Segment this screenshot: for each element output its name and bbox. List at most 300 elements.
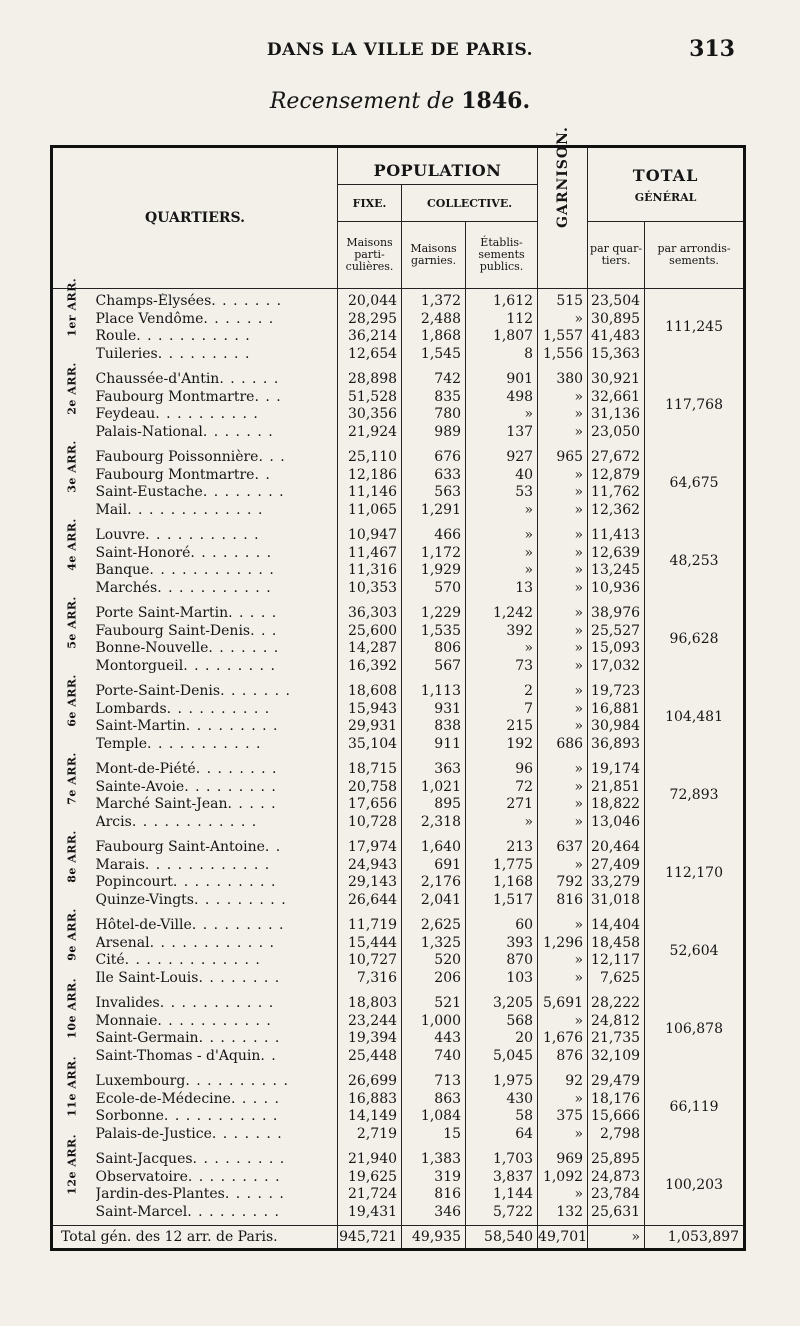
arrondissement-label: 10e ARR. [65,978,79,1039]
maisons-particulieres-value: 30,356 [348,406,398,422]
quarter-names-cell [92,835,338,913]
quarter-leader-dots: . . . . . . . [220,683,291,699]
quarter-name-text: Saint-Eustache [95,484,203,500]
garnison-value: » [574,527,584,543]
etablissements-value: 60 [515,917,534,933]
total-par-quartier-value: 19,174 [591,761,641,777]
etablissements-value: 870 [506,952,534,968]
garnison-value: » [574,761,584,777]
total-par-quartier-value: 33,279 [591,874,641,890]
quarter-name [96,701,332,719]
quarter-name [96,406,332,424]
etablissements-value: 13 [515,579,534,596]
total-par-quartier-value: 31,136 [591,406,641,422]
maisons-particulieres-value: 15,943 [348,700,398,717]
maisons-garnies-value: 206 [434,969,462,986]
grand-total-garnies: 49,935 [402,1226,466,1250]
maisons-particulieres-value: 18,803 [348,995,398,1011]
quarter-leader-dots: . . [260,1047,277,1064]
maisons-garnies-value: 633 [434,466,462,483]
total-par-quartier-cell [588,445,645,523]
maisons-particulieres-value: 51,528 [348,388,398,405]
maisons-garnies-value: 1,000 [420,1012,462,1029]
maisons-garnies-value: 363 [434,761,462,777]
maisons-particulieres-value: 12,654 [348,345,398,362]
etablissements-value: 3,837 [492,1168,534,1185]
maisons-particulieres-value: 36,303 [348,605,398,621]
maisons-garnies-value: 740 [434,1047,462,1064]
maisons-particulieres-cell [338,523,402,601]
etablissements-value: 392 [506,622,534,639]
maisons-garnies-value: 713 [434,1073,462,1089]
garnison-value: » [574,718,584,734]
quarter-name-text: Arsenal [95,934,150,951]
maisons-garnies-value: 691 [434,856,462,873]
etablissements-value: 3,205 [492,995,534,1011]
maisons-garnies-value: 466 [434,527,462,543]
arrondissement-label: 11e ARR. [65,1056,79,1117]
quarter-leader-dots: . . . . . . . . [195,761,278,777]
garnison-value: » [574,544,584,561]
page-header [0,36,800,70]
etablissements-value: 73 [515,657,534,674]
maisons-garnies-value: 2,041 [420,891,462,908]
quarter-name [96,839,332,857]
maisons-particulieres-value: 23,244 [348,1012,398,1029]
quarter-name [96,502,332,520]
quarter-leader-dots: . . . . . . . . . . [172,874,277,890]
etablissements-value: 498 [506,388,534,405]
garnison-value: 375 [556,1108,584,1124]
total-par-quartier-value: 15,093 [591,640,641,656]
quarter-name-text: Place Vendôme [95,310,204,327]
etablissements-value: 215 [506,718,534,734]
garnison-cell [538,523,588,601]
maisons-particulieres-value: 2,719 [356,1125,398,1142]
quarter-name [96,623,332,641]
arrondissement-row [52,991,745,1069]
maisons-garnies-value: 1,172 [420,544,462,561]
arrondissement-row [52,445,745,523]
garnison-value: 876 [556,1047,584,1064]
total-par-quartier-cell [588,289,645,368]
maisons-garnies-cell [402,913,466,991]
maisons-particulieres-cell [338,679,402,757]
etablissements-value: 1,144 [492,1186,534,1202]
maisons-garnies-value: 1,640 [420,839,462,855]
garnison-value: » [574,388,584,405]
header-fixe: FIXE. [338,185,402,222]
maisons-garnies-value: 835 [434,388,462,405]
header-maisons-particulieres: Maisons parti- culières. [338,222,402,289]
garnison-value: 1,296 [542,934,584,951]
quarter-name-text: Hôtel-de-Ville [95,917,192,933]
census-table [50,126,746,1251]
arrondissement-label: 4e ARR. [65,518,79,571]
quarter-name-text: Saint-Martin [95,718,186,734]
quarter-name [96,605,332,623]
quarter-name-text: Temple [95,735,148,752]
maisons-particulieres-value: 19,394 [348,1030,398,1046]
etablissements-cell [466,523,538,601]
maisons-particulieres-value: 25,448 [348,1047,398,1064]
total-par-quartier-value: 20,464 [591,839,641,855]
etablissements-value: » [524,562,534,578]
total-par-quartier-value: 30,895 [591,310,641,327]
maisons-garnies-cell [402,445,466,523]
quarter-name-text: Palais-National [95,423,203,440]
quarter-name-text: Feydeau [95,406,156,422]
arrondissement-cell [52,596,92,679]
maisons-garnies-cell [402,679,466,757]
maisons-garnies-value: 989 [434,423,462,440]
quarter-name-text: Invalides [95,995,160,1011]
total-par-quartier-cell [588,367,645,445]
grand-total-etabl: 58,540 [466,1226,538,1250]
garnison-value: » [574,562,584,578]
etablissements-value: » [524,406,534,422]
maisons-garnies-cell [402,757,466,835]
total-par-quartier-value: 27,672 [591,449,641,465]
etablissements-cell [466,445,538,523]
arrondissement-label: 6e ARR. [65,674,79,727]
header-par-arrondissements: par arrondis- sements. [645,222,745,289]
total-par-quartier-value: 18,176 [591,1090,641,1107]
quarter-leader-dots: . . . . . [230,1090,281,1107]
quarter-leader-dots: . . . . . . . [208,640,280,656]
total-par-quartier-value: 12,879 [591,466,641,483]
etablissements-cell [466,601,538,679]
quarter-name [96,311,332,329]
quarter-names-cell [92,913,338,991]
total-par-quartier-value: 25,527 [591,622,641,639]
quarter-name-text: Saint-Germain [95,1030,199,1046]
maisons-garnies-value: 1,084 [420,1108,462,1124]
maisons-particulieres-value: 24,943 [348,856,398,873]
quarter-name-text: Tuileries [95,345,158,362]
quarter-name-text: Ecole-de-Médecine [95,1090,231,1107]
quarter-name [96,1151,332,1169]
quarter-leader-dots: . . . . . . . . . [187,1168,281,1185]
garnison-value: » [574,310,584,327]
quarter-names-cell [92,445,338,523]
header-general-label: GÉNÉRAL [634,190,697,204]
total-par-arrondissement: 100,203 [665,1177,723,1194]
quarter-name-text: Porte-Saint-Denis [95,683,221,699]
maisons-garnies-cell [402,523,466,601]
quarter-name [96,970,332,988]
header-garnison [538,126,588,289]
total-par-quartier-value: 11,413 [591,527,641,543]
etablissements-value: 72 [515,778,534,795]
arrondissement-label: 9e ARR. [65,908,79,961]
maisons-garnies-value: 2,625 [420,917,462,933]
etablissements-value: 40 [515,466,534,483]
quarter-leader-dots: . . . . . . . . [198,1030,281,1046]
total-par-quartier-value: 10,936 [591,579,641,596]
garnison-cell [538,367,588,445]
etablissements-cell [466,367,538,445]
total-par-quartier-value: 17,032 [591,657,641,674]
garnison-value: » [574,917,584,933]
quarter-names-cell [92,523,338,601]
quarter-leader-dots: . . . . . . . . . [192,1151,286,1167]
quarter-leader-dots: . . . . . . . [202,423,274,440]
maisons-particulieres-value: 11,467 [348,544,398,561]
etablissements-cell [466,757,538,835]
total-par-quartier-value: 30,921 [591,371,641,387]
total-par-quartier-value: 25,895 [591,1151,641,1167]
quarter-leader-dots: . . . . . . . . . . . [163,1108,279,1124]
maisons-particulieres-value: 19,431 [348,1203,398,1220]
quarter-name [96,1169,332,1187]
total-par-quartier-value: 23,784 [591,1186,641,1202]
total-par-quartier-value: 25,631 [591,1203,641,1220]
maisons-garnies-value: 780 [434,406,462,422]
quarter-name-text: Banque [95,562,150,578]
maisons-particulieres-value: 35,104 [348,735,398,752]
maisons-particulieres-value: 21,724 [348,1186,398,1202]
maisons-garnies-cell [402,835,466,913]
quarter-name-text: Palais-de-Justice [95,1125,212,1142]
quarter-leader-dots: . . . [258,449,286,465]
etablissements-value: 8 [524,345,534,362]
quarter-name [96,545,332,563]
maisons-garnies-value: 1,325 [420,934,462,951]
etablissements-cell [466,289,538,368]
maisons-particulieres-value: 29,931 [348,718,398,734]
garnison-value: 792 [556,874,584,890]
quarter-name [96,562,332,580]
etablissements-value: 5,722 [492,1203,534,1220]
maisons-particulieres-value: 16,392 [348,657,398,674]
maisons-garnies-value: 931 [434,700,462,717]
quarter-name [96,1186,332,1204]
garnison-value: 132 [556,1203,584,1220]
maisons-particulieres-value: 10,947 [348,527,398,543]
garnison-value: » [574,605,584,621]
maisons-particulieres-cell [338,913,402,991]
arrondissement-cell [52,674,92,757]
etablissements-value: 58 [515,1108,534,1124]
garnison-value: » [574,683,584,699]
maisons-garnies-value: 806 [434,640,462,656]
quarter-name-text: Observatoire [95,1168,188,1185]
total-par-quartier-value: 15,363 [591,345,641,362]
total-par-quartier-value: 28,222 [591,995,641,1011]
etablissements-value: » [524,527,534,543]
quarter-name [96,779,332,797]
quarter-name-text: Porte Saint-Martin [95,605,229,621]
quarter-name [96,952,332,970]
arrondissement-row [52,1147,745,1226]
quarter-name [96,484,332,502]
quarter-name-text: Arcis [95,813,132,830]
quarter-leader-dots: . . . . . . . . . . . [157,1012,272,1029]
arrondissement-row [52,679,745,757]
total-par-quartier-value: 15,666 [591,1108,641,1124]
quarter-leader-dots: . . . . . . . [203,310,275,327]
garnison-value: » [574,579,584,596]
quarter-leader-dots: . . . . . . . . [198,969,281,986]
arrondissement-row [52,757,745,835]
garnison-cell [538,601,588,679]
garnison-cell [538,289,588,368]
total-par-quartier-cell [588,1147,645,1226]
quarter-name [96,389,332,407]
quarter-name-text: Bonne-Nouvelle [95,640,209,656]
total-par-quartier-value: 31,018 [591,891,641,908]
garnison-cell [538,679,588,757]
total-par-quartier-value: 21,735 [591,1030,641,1046]
maisons-particulieres-value: 10,353 [348,579,398,596]
etablissements-value: 112 [506,310,534,327]
quarter-leader-dots: . . . . . . . . . . . . [144,856,271,873]
maisons-garnies-value: 2,488 [420,310,462,327]
total-par-quartier-cell [588,523,645,601]
total-par-arrondissement: 52,604 [669,943,719,960]
garnison-value: » [574,969,584,986]
maisons-particulieres-cell [338,835,402,913]
garnison-value: » [574,406,584,422]
maisons-particulieres-value: 11,316 [348,562,398,578]
caption-prefix: Recensement de [269,89,455,114]
maisons-particulieres-value: 14,287 [348,640,398,656]
quarter-name-text: Luxembourg [95,1073,186,1089]
quarter-name [96,658,332,676]
etablissements-value: 568 [506,1012,534,1029]
quarter-name-text: Cité [95,952,125,968]
garnison-value: » [574,796,584,812]
maisons-particulieres-value: 29,143 [348,874,398,890]
quarter-name [96,917,332,935]
quarter-leader-dots: . . . . . . . [211,293,283,309]
quarter-name-text: Saint-Jacques [95,1151,193,1167]
maisons-garnies-value: 911 [434,735,462,752]
quarter-name [96,1204,332,1222]
quarter-name [96,683,332,701]
quarter-name [96,449,332,467]
maisons-garnies-value: 319 [434,1168,462,1185]
arrondissement-label: 3e ARR. [65,440,79,493]
maisons-garnies-cell [402,1069,466,1147]
total-par-quartier-value: 7,625 [599,969,641,986]
total-par-quartier-cell [588,835,645,913]
quarter-name-text: Faubourg Poissonnière [95,449,259,465]
total-par-quartier-value: 12,639 [591,544,641,561]
maisons-garnies-value: 1,021 [420,778,462,795]
garnison-value: 1,556 [542,345,584,362]
total-par-arrondissement: 72,893 [669,787,719,804]
total-par-quartier-cell [588,679,645,757]
quarter-leader-dots: . . . . . . . [211,1125,283,1142]
maisons-garnies-value: 1,535 [420,622,462,639]
quarter-name [96,1126,332,1144]
total-par-arrondissement: 66,119 [669,1099,719,1116]
maisons-particulieres-value: 26,699 [348,1073,398,1089]
header-population: POPULATION [338,147,538,185]
total-par-quartier-value: 14,404 [591,917,641,933]
quarter-name-text: Roule [95,328,137,344]
maisons-particulieres-value: 18,608 [348,683,398,699]
grand-total-label: Total gén. des 12 arr. de Paris. [52,1226,338,1250]
total-par-arrondissement: 111,245 [665,319,723,336]
quarter-name [96,1091,332,1109]
quarter-name [96,1073,332,1091]
garnison-value: » [574,1186,584,1202]
maisons-garnies-value: 563 [434,484,462,500]
total-par-quartier-value: 32,661 [591,388,641,405]
maisons-particulieres-cell [338,1069,402,1147]
maisons-particulieres-value: 14,149 [348,1108,398,1124]
quarter-names-cell [92,991,338,1069]
quarter-name-text: Faubourg Saint-Antoine [95,839,265,855]
garnison-value: 965 [556,449,584,465]
total-par-quartier-value: 18,822 [591,796,641,812]
maisons-garnies-cell [402,367,466,445]
maisons-garnies-value: 570 [434,579,462,596]
quarter-names-cell [92,289,338,368]
etablissements-cell [466,835,538,913]
grand-total-fixe: 945,721 [338,1226,402,1250]
quarter-name [96,1030,332,1048]
etablissements-value: 901 [506,371,534,387]
quarter-name-text: Louvre [95,527,146,543]
quarter-name [96,892,332,910]
total-par-quartier-value: 36,893 [591,735,641,752]
header-etablissements: Établis- sements publics. [466,222,538,289]
maisons-particulieres-value: 21,924 [348,423,398,440]
arrondissement-row [52,367,745,445]
quarter-name-text: Sainte-Avoie [95,778,185,795]
quarter-name-text: Monnaie [95,1012,158,1029]
quarter-name [96,640,332,658]
quarter-name [96,718,332,736]
garnison-value: » [574,952,584,968]
garnison-value: » [574,700,584,717]
quarter-name-text: Chaussée-d'Antin [95,371,220,387]
caption-year: 1846. [461,88,531,114]
quarter-name-text: Faubourg Saint-Denis [95,622,251,639]
quarter-leader-dots: . . . . . . [224,1186,285,1202]
quarter-leader-dots: . . . . . . . . . [157,345,251,362]
quarter-names-cell [92,679,338,757]
total-par-quartier-value: 23,504 [591,293,641,309]
quarter-leader-dots: . . . . . . . . . . . . [149,562,275,578]
maisons-particulieres-value: 26,644 [348,891,398,908]
etablissements-value: 1,975 [492,1073,534,1089]
quarter-leader-dots: . . . . . . . . . . [185,1073,289,1089]
maisons-garnies-cell [402,289,466,368]
etablissements-value: 2 [524,683,534,699]
etablissements-value: » [524,544,534,561]
etablissements-value: 53 [515,484,534,500]
quarter-leader-dots: . . . . . . . . . [187,1203,280,1220]
maisons-garnies-value: 895 [434,796,462,812]
garnison-cell [538,913,588,991]
garnison-value: 380 [556,371,584,387]
total-par-quartier-cell [588,1069,645,1147]
quarter-leader-dots: . . . . . . . . [190,544,273,561]
maisons-garnies-value: 346 [434,1203,462,1220]
maisons-garnies-value: 742 [434,371,462,387]
garnison-cell [538,1069,588,1147]
etablissements-cell [466,1147,538,1226]
maisons-garnies-value: 1,383 [420,1151,462,1167]
quarter-leader-dots: . . . . . . . . . . [155,406,259,422]
quarter-name [96,736,332,754]
total-par-quartier-cell [588,913,645,991]
